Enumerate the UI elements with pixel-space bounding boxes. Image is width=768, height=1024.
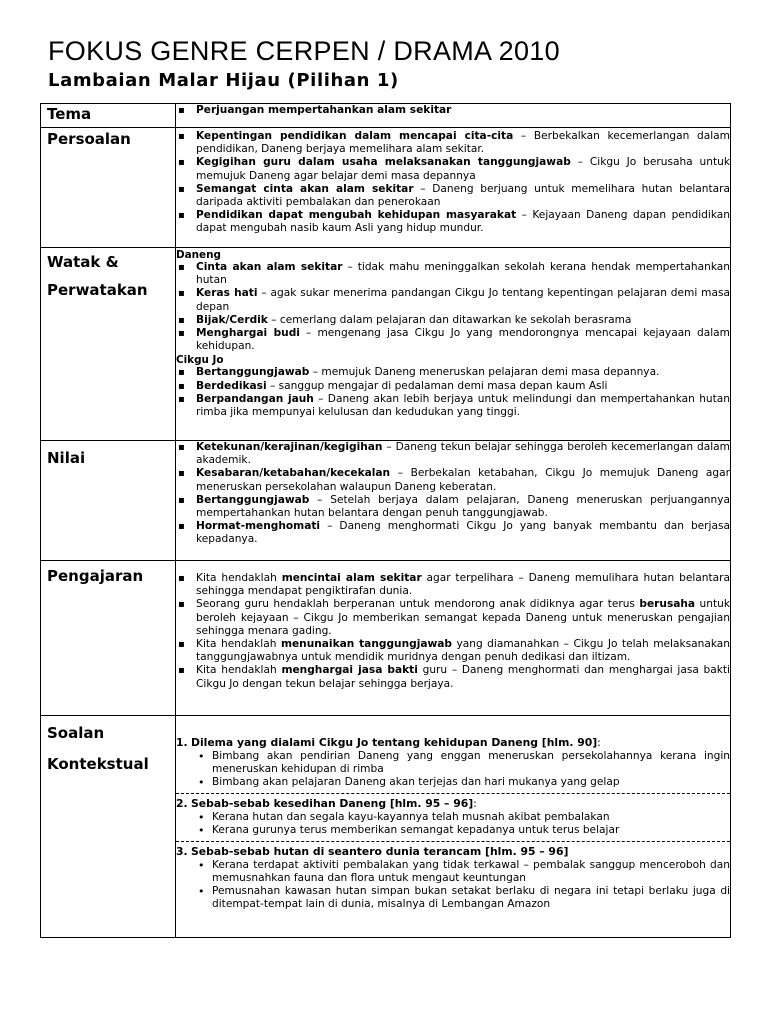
content-tema [176,104,731,128]
page-subtitle: Lambaian Malar Hijau (Pilihan 1) [48,70,399,91]
character-name-daneng: Daneng [176,249,221,261]
character-name-cikgu-jo: Cikgu Jo [176,354,224,367]
label-tema: Tema [47,105,92,123]
content-persoalan [176,128,731,248]
list-item: ▪ Bertanggungjawab – memujuk Daneng meneruskan pelajaran demi masa depannya. [176,366,730,379]
row-nilai [41,441,731,561]
label-cell-watak [41,248,176,441]
list-item: ▪ Kita hendaklah mencintai alam sekitar agar terpelihara – Daneng memulihara hutan belantara sehingga mendapat pengiktirafan dunia. [176,572,730,598]
label-cell-nilai [41,441,176,561]
content-watak [176,248,731,441]
label-soalan: Soalan Kontekstual [47,724,149,773]
list-item: ▪ Perjuangan mempertahankan alam sekitar [176,104,730,117]
list-item: ▪ Semangat cinta akan alam sekitar – Daneng berjuang untuk memelihara hutan belantara daripada aktiviti pembalakan dan penerokaan [176,183,730,209]
row-tema [41,104,731,128]
label-cell-pengajaran [41,561,176,716]
list-item: ▪ Berdedikasi – sanggup mengajar di pedalaman demi masa depan kaum Asli [176,380,730,393]
list-item: ▪ Kita hendaklah menunaikan tanggungjawab yang diamanahkan – Cikgu Jo telah melaksanakan tanggungjawabnya untuk mendidik muridnya dengan penuh dedikasi dan iltizam. [176,638,730,664]
label-cell-soalan [41,716,176,938]
list-item: ▪ Cinta akan alam sekitar – tidak mahu meninggalkan sekolah kerana hendak mempertahankan hutan [176,261,730,287]
content-pengajaran [176,561,731,716]
list-item: ▪ Keras hati – agak sukar menerima pandangan Cikgu Jo tentang kepentingan pelajaran demi masa depan [176,287,730,313]
list-item: ▪ Hormat-menghomati – Daneng menghormati Cikgu Jo yang banyak membantu dan berjasa kepadanya. [176,520,730,546]
label-pengajaran: Pengajaran [47,567,144,585]
list-item: ▪ Bertanggungjawab – Setelah berjaya dalam pelajaran, Daneng meneruskan perjuangannya mempertahankan hutan belantara dengan penuh tanggungjawab. [176,494,730,520]
row-watak [41,248,731,441]
question-2: 2. Sebab-sebab kesedihan Daneng [hlm. 95 – 96]: • Kerana hutan dan segala kayu-kayannya telah musnah akibat pembalakan • Kerana gurunya terus memberikan semangat kepadanya untuk terus belajar [176,797,730,837]
row-persoalan [41,128,731,248]
content-nilai [176,441,731,561]
row-soalan [41,716,731,938]
label-cell-tema [41,104,176,128]
content-soalan [176,716,731,938]
label-persoalan: Persoalan [47,130,131,148]
list-item: ▪ Kita hendaklah menghargai jasa bakti guru – Daneng menghormati dan menghargai jasa bakti Cikgu Jo dengan tekun belajar sehingga berjaya. [176,664,730,690]
list-item: • Kerana terdapat aktiviti pembalakan yang tidak terkawal – pembalak sanggup menceroboh dan memusnahkan fauna dan flora untuk mengaut keuntungan [196,859,730,885]
list-item: • Bimbang akan pelajaran Daneng akan terjejas dan hari mukanya yang gelap [196,776,730,789]
list-item: ▪ Kepentingan pendidikan dalam mencapai cita-cita – Berbekalkan kecemerlangan dalam pendidikan, Daneng berjaya memelihara alam sekitar. [176,130,730,156]
list-item: ▪ Ketekunan/kerajinan/kegigihan – Daneng tekun belajar sehingga beroleh kecemerlangan dalam akademik. [176,441,730,467]
question-3: 3. Sebab-sebab hutan di seantero dunia terancam [hlm. 95 – 96] • Kerana terdapat aktiviti pembalakan yang tidak terkawal – pembalak sanggup menceroboh dan memusnahkan fauna dan flora untuk mengaut keuntungan • Pemusnahan kawasan hutan simpan bukan setakat berlaku di negara ini tetapi berlaku juga di ditempat-tempat lain di dunia, misalnya di Lembangan Amazon [176,845,730,911]
list-item: ▪ Bijak/Cerdik – cemerlang dalam pelajaran dan ditawarkan ke sekolah berasrama [176,314,730,327]
label-nilai: Nilai [47,449,86,467]
list-item: ▪ Menghargai budi – mengenang jasa Cikgu Jo yang mendorongnya mencapai kejayaan dalam kehidupan. [176,327,730,353]
list-item: • Kerana gurunya terus memberikan semangat kepadanya untuk terus belajar [196,824,730,837]
label-watak: Watak & Perwatakan [47,253,148,299]
list-item: ▪ Kegigihan guru dalam usaha melaksanakan tanggungjawab – Cikgu Jo berusaha untuk memujuk Daneng agar belajar demi masa depannya [176,156,730,182]
list-item: • Kerana hutan dan segala kayu-kayannya telah musnah akibat pembalakan [196,811,730,824]
list-item: • Bimbang akan pendirian Daneng yang enggan meneruskan persekolahannya kerana ingin meneruskan kehidupan di rimba [196,750,730,776]
page-title: FOKUS GENRE CERPEN / DRAMA 2010 [48,36,560,66]
list-item: ▪ Seorang guru hendaklah berperanan untuk mendorong anak didiknya agar terus berusaha untuk beroleh kejayaan – Cikgu Jo memberikan semangat kepada Daneng untuk meneruskan pengajian sehingga menara gading. [176,598,730,638]
notes-table [40,103,731,938]
question-1: 1. Dilema yang dialami Cikgu Jo tentang kehidupan Daneng [hlm. 90]: • Bimbang akan pendirian Daneng yang enggan meneruskan persekolahannya kerana ingin meneruskan kehidupan di rimba • Bimbang akan pelajaran Daneng akan terjejas dan hari mukanya yang gelap [176,736,730,789]
row-pengajaran [41,561,731,716]
dashed-divider [176,793,730,794]
label-cell-persoalan [41,128,176,248]
dashed-divider [176,841,730,842]
list-item: ▪ Berpandangan jauh – Daneng akan lebih berjaya untuk melindungi dan mempertahankan hutan rimba jika mempunyai kelulusan dan kedudukan yang tinggi. [176,393,730,419]
list-item: ▪ Kesabaran/ketabahan/kecekalan – Berbekalan ketabahan, Cikgu Jo memujuk Daneng agar meneruskan persekolahan walaupun Daneng keberatan. [176,467,730,493]
list-item: ▪ Pendidikan dapat mengubah kehidupan masyarakat – Kejayaan Daneng dapan pendidikan dapat mengubah nasib kaum Asli yang hidup mundur. [176,209,730,235]
list-item: • Pemusnahan kawasan hutan simpan bukan setakat berlaku di negara ini tetapi berlaku juga di ditempat-tempat lain di dunia, misalnya di Lembangan Amazon [196,885,730,911]
